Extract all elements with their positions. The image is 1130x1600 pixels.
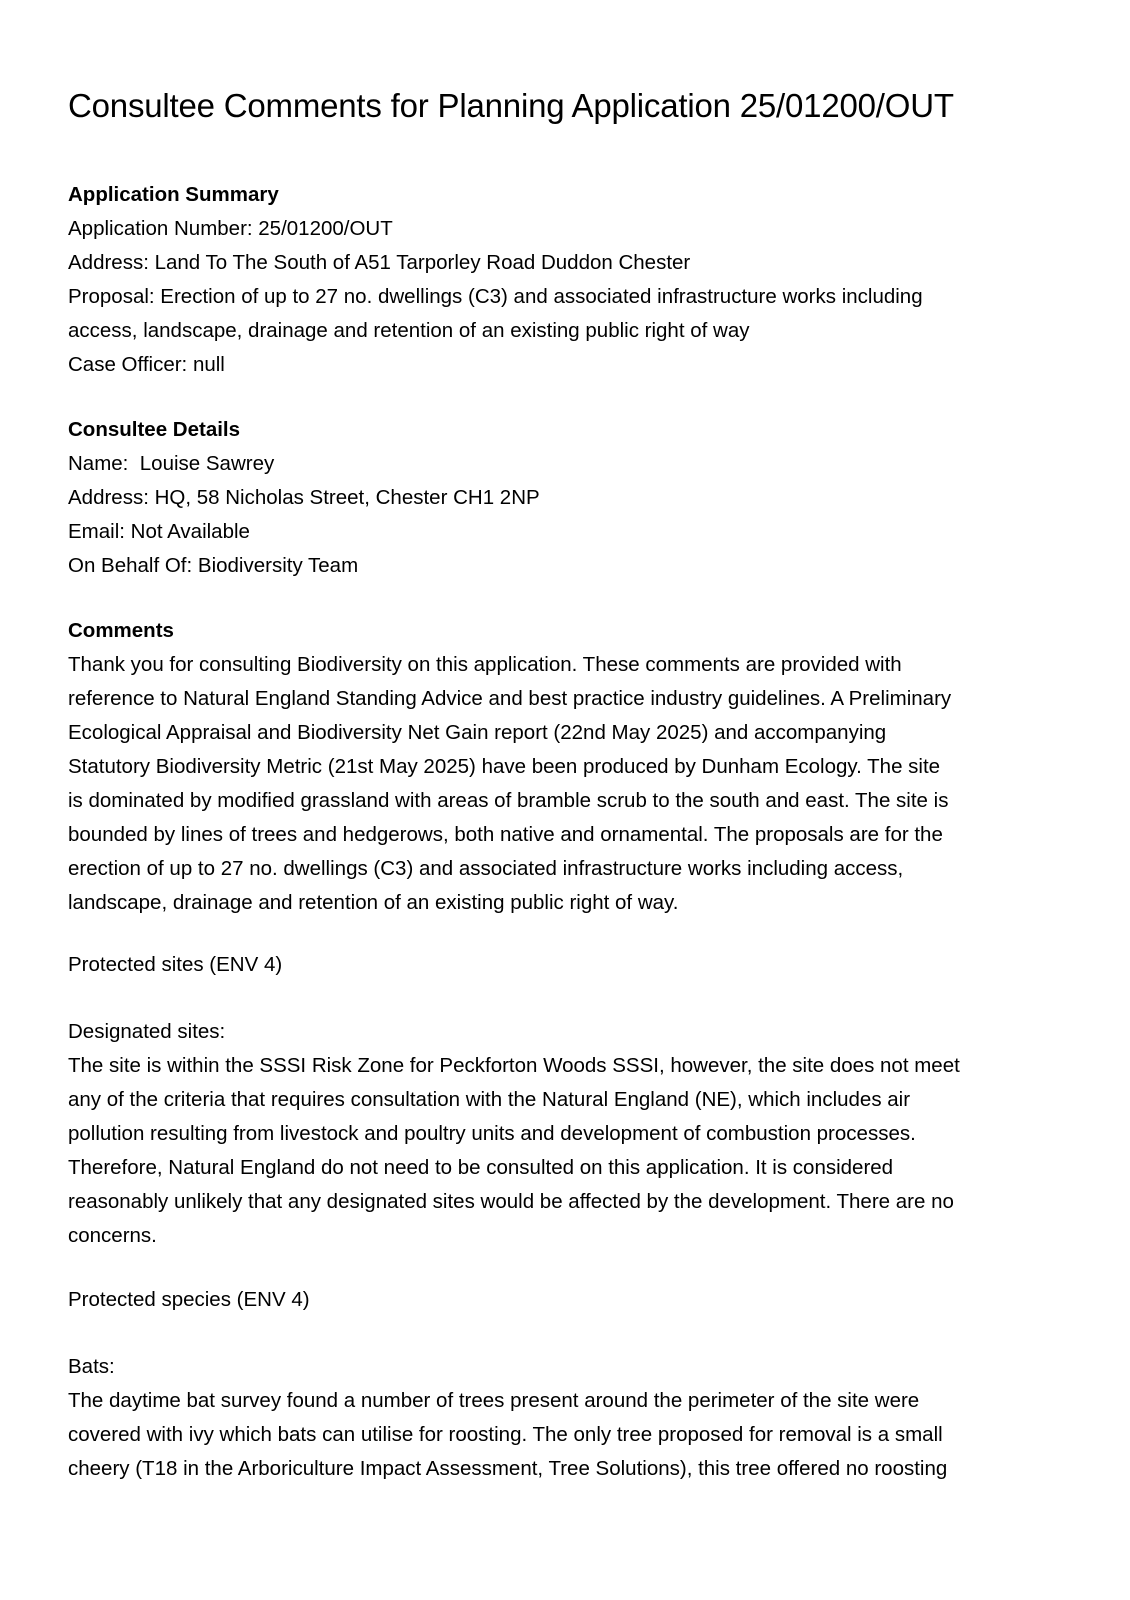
application-address: Address: Land To The South of A51 Tarporley Road Duddon Chester	[68, 251, 691, 274]
comments-section	[68, 614, 1068, 920]
designated-sites-line: pollution resulting from livestock and poultry units and development of combustion processes.	[68, 1122, 916, 1145]
designated-sites-block	[68, 1015, 1068, 1253]
consultee-on-behalf-of: On Behalf Of: Biodiversity Team	[68, 554, 359, 577]
application-number: Application Number: 25/01200/OUT	[68, 217, 393, 240]
application-summary-heading: Application Summary	[68, 183, 279, 206]
protected-species-block	[68, 1283, 1068, 1317]
comments-line: Thank you for consulting Biodiversity on this application. These comments are provided with	[68, 653, 902, 676]
comments-line: is dominated by modified grassland with areas of bramble scrub to the south and east. The site is	[68, 789, 949, 812]
designated-sites-line: any of the criteria that requires consultation with the Natural England (NE), which includes air	[68, 1088, 911, 1111]
consultee-details-section	[68, 413, 1068, 583]
bats-line: The daytime bat survey found a number of trees present around the perimeter of the site were	[68, 1389, 920, 1412]
comments-line: landscape, drainage and retention of an existing public right of way.	[68, 891, 679, 914]
consultee-address: Address: HQ, 58 Nicholas Street, Chester CH1 2NP	[68, 486, 540, 509]
protected-species-heading: Protected species (ENV 4)	[68, 1288, 310, 1311]
designated-sites-line: Therefore, Natural England do not need to be consulted on this application. It is considered	[68, 1156, 894, 1179]
comments-line: Ecological Appraisal and Biodiversity Net Gain report (22nd May 2025) and accompanying	[68, 721, 887, 744]
application-summary-section	[68, 178, 1068, 382]
bats-line: covered with ivy which bats can utilise for roosting. The only tree proposed for removal is a small	[68, 1423, 943, 1446]
bats-line: cheery (T18 in the Arboriculture Impact Assessment, Tree Solutions), this tree offered no roosting	[68, 1457, 948, 1480]
page-title: Consultee Comments for Planning Application 25/01200/OUT	[68, 87, 954, 124]
protected-sites-heading: Protected sites (ENV 4)	[68, 953, 283, 976]
designated-sites-line: The site is within the SSSI Risk Zone for Peckforton Woods SSSI, however, the site does not meet	[68, 1054, 960, 1077]
comments-heading: Comments	[68, 619, 174, 642]
proposal-line-2: access, landscape, drainage and retention of an existing public right of way	[68, 319, 750, 342]
comments-line: reference to Natural England Standing Advice and best practice industry guidelines. A Preliminary	[68, 687, 952, 710]
comments-line: erection of up to 27 no. dwellings (C3) and associated infrastructure works including access,	[68, 857, 904, 880]
proposal-line-1: Proposal: Erection of up to 27 no. dwellings (C3) and associated infrastructure works including	[68, 285, 923, 308]
bats-label: Bats:	[68, 1355, 115, 1378]
designated-sites-label: Designated sites:	[68, 1020, 226, 1043]
comments-line: Statutory Biodiversity Metric (21st May 2025) have been produced by Dunham Ecology. The site	[68, 755, 941, 778]
designated-sites-line: reasonably unlikely that any designated sites would be affected by the development. There are no	[68, 1190, 954, 1213]
bats-block	[68, 1350, 1068, 1486]
consultee-email: Email: Not Available	[68, 520, 250, 543]
comments-line: bounded by lines of trees and hedgerows, both native and ornamental. The proposals are for the	[68, 823, 943, 846]
protected-sites-block	[68, 948, 1068, 982]
case-officer: Case Officer: null	[68, 353, 225, 376]
consultee-details-heading: Consultee Details	[68, 418, 241, 441]
designated-sites-line: concerns.	[68, 1224, 157, 1247]
consultee-name: Name: Louise Sawrey	[68, 452, 275, 475]
